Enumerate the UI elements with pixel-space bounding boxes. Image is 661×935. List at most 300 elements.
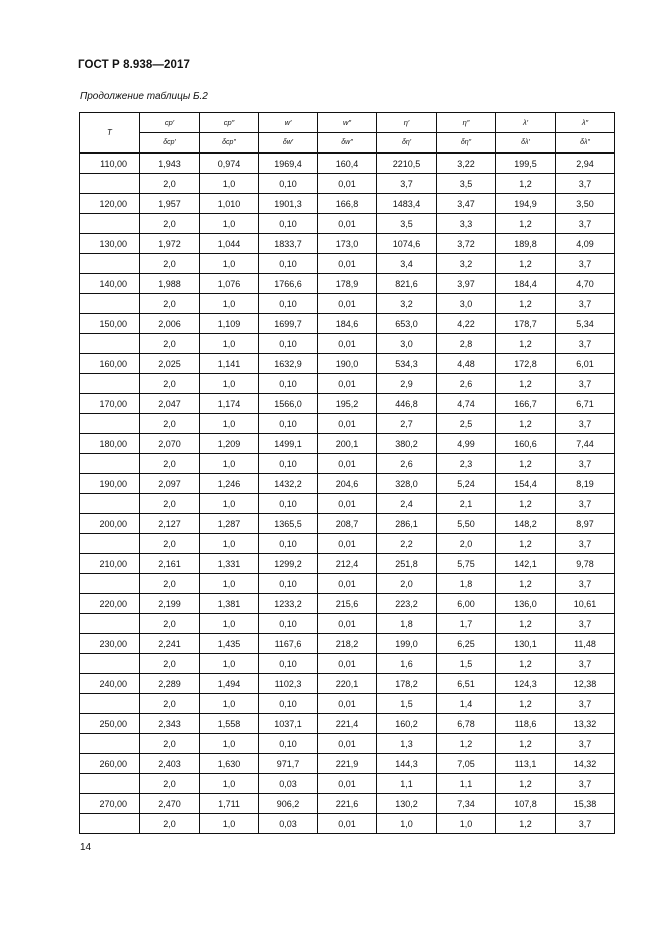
value-cell: 2,6 [437,374,496,394]
value-cell: 1,287 [200,514,259,534]
value-cell: 1,2 [496,694,556,714]
table-row [80,394,615,414]
temperature-cell: 230,00 [80,634,140,654]
value-cell: 2,097 [140,474,200,494]
value-cell: 2,2 [377,534,437,554]
value-cell: 2,0 [140,654,200,674]
value-cell: 3,0 [377,334,437,354]
value-cell: 178,7 [496,314,556,334]
value-cell: 1,246 [200,474,259,494]
value-cell: 178,9 [318,274,377,294]
value-cell: 1,381 [200,594,259,614]
table-row [80,634,615,654]
value-cell: 130,1 [496,634,556,654]
table-row [80,734,615,754]
value-cell: 1432,2 [259,474,318,494]
value-cell: 204,6 [318,474,377,494]
value-cell: 160,2 [377,714,437,734]
value-cell: 3,97 [437,274,496,294]
temperature-cell [80,174,140,194]
value-cell: 0,10 [259,454,318,474]
value-cell: 1,0 [200,614,259,634]
temperature-cell: 150,00 [80,314,140,334]
value-cell: 3,7 [556,294,615,314]
value-cell: 5,34 [556,314,615,334]
header-cell: λ″ [556,113,615,133]
value-cell: 3,7 [556,774,615,794]
value-cell: 2,7 [377,414,437,434]
value-cell: 124,3 [496,674,556,694]
header-cell: λ′ [496,113,556,133]
table-row [80,754,615,774]
header-cell: w′ [259,113,318,133]
value-cell: 3,7 [556,414,615,434]
value-cell: 221,6 [318,794,377,814]
table-header [80,113,615,154]
value-cell: 184,6 [318,314,377,334]
value-cell: 0,10 [259,254,318,274]
value-cell: 1,0 [200,254,259,274]
value-cell: 1,209 [200,434,259,454]
value-cell: 2,0 [437,534,496,554]
value-cell: 1,2 [496,494,556,514]
value-cell: 1,4 [437,694,496,714]
value-cell: 2,127 [140,514,200,534]
value-cell: 2,4 [377,494,437,514]
value-cell: 7,44 [556,434,615,454]
value-cell: 3,22 [437,153,496,174]
header-cell: cp″ [200,113,259,133]
table-row [80,474,615,494]
value-cell: 221,4 [318,714,377,734]
value-cell: 190,0 [318,354,377,374]
table-row [80,254,615,274]
value-cell: 1699,7 [259,314,318,334]
header-cell: η′ [377,113,437,133]
temperature-cell: 270,00 [80,794,140,814]
value-cell: 1,0 [200,494,259,514]
value-cell: 286,1 [377,514,437,534]
value-cell: 1,174 [200,394,259,414]
header-row-symbols [80,113,615,133]
value-cell: 2,006 [140,314,200,334]
value-cell: 3,7 [377,174,437,194]
temperature-cell [80,734,140,754]
value-cell: 154,4 [496,474,556,494]
value-cell: 5,24 [437,474,496,494]
value-cell: 251,8 [377,554,437,574]
value-cell: 4,48 [437,354,496,374]
value-cell: 1,957 [140,194,200,214]
value-cell: 1,972 [140,234,200,254]
temperature-cell [80,694,140,714]
value-cell: 1,1 [437,774,496,794]
value-cell: 0,01 [318,774,377,794]
value-cell: 3,2 [377,294,437,314]
value-cell: 1,943 [140,153,200,174]
value-cell: 1,8 [377,614,437,634]
value-cell: 200,1 [318,434,377,454]
value-cell: 3,7 [556,214,615,234]
value-cell: 1,2 [496,374,556,394]
value-cell: 7,05 [437,754,496,774]
value-cell: 1,2 [496,174,556,194]
temperature-cell: 260,00 [80,754,140,774]
value-cell: 160,4 [318,153,377,174]
value-cell: 0,10 [259,174,318,194]
value-cell: 2,0 [140,614,200,634]
value-cell: 2,0 [140,174,200,194]
table-row [80,534,615,554]
table-row [80,794,615,814]
value-cell: 166,8 [318,194,377,214]
value-cell: 3,3 [437,214,496,234]
value-cell: 534,3 [377,354,437,374]
value-cell: 148,2 [496,514,556,534]
value-cell: 1632,9 [259,354,318,374]
value-cell: 2,0 [140,694,200,714]
value-cell: 142,1 [496,554,556,574]
value-cell: 2,343 [140,714,200,734]
table-row [80,574,615,594]
value-cell: 0,01 [318,734,377,754]
value-cell: 0,10 [259,694,318,714]
temperature-cell [80,374,140,394]
header-cell: δη″ [437,133,496,154]
value-cell: 1,0 [200,574,259,594]
value-cell: 1,2 [496,254,556,274]
value-cell: 3,7 [556,574,615,594]
value-cell: 178,2 [377,674,437,694]
table-row [80,194,615,214]
value-cell: 3,7 [556,534,615,554]
value-cell: 0,10 [259,374,318,394]
value-cell: 2,0 [140,574,200,594]
header-cell: cp′ [140,113,200,133]
value-cell: 1,6 [377,654,437,674]
header-cell: δλ′ [496,133,556,154]
value-cell: 1,435 [200,634,259,654]
value-cell: 3,7 [556,254,615,274]
value-cell: 0,01 [318,374,377,394]
value-cell: 10,61 [556,594,615,614]
value-cell: 0,01 [318,334,377,354]
temperature-cell [80,254,140,274]
value-cell: 1,2 [496,574,556,594]
temperature-cell: 140,00 [80,274,140,294]
value-cell: 1037,1 [259,714,318,734]
table-row [80,674,615,694]
table-row [80,774,615,794]
value-cell: 1,2 [496,654,556,674]
value-cell: 1499,1 [259,434,318,454]
value-cell: 1901,3 [259,194,318,214]
temperature-cell: 210,00 [80,554,140,574]
header-cell: η″ [437,113,496,133]
value-cell: 1,1 [377,774,437,794]
value-cell: 2,403 [140,754,200,774]
table-body [80,153,615,834]
table-row [80,454,615,474]
value-cell: 136,0 [496,594,556,614]
value-cell: 0,01 [318,414,377,434]
value-cell: 0,10 [259,334,318,354]
value-cell: 3,7 [556,174,615,194]
table-row [80,554,615,574]
page-number: 14 [80,842,92,853]
value-cell: 1,0 [200,294,259,314]
value-cell: 0,01 [318,454,377,474]
table-row [80,174,615,194]
value-cell: 1299,2 [259,554,318,574]
table-row [80,214,615,234]
value-cell: 3,7 [556,614,615,634]
value-cell: 0,03 [259,774,318,794]
value-cell: 2,241 [140,634,200,654]
value-cell: 0,01 [318,654,377,674]
temperature-cell: 220,00 [80,594,140,614]
value-cell: 0,10 [259,574,318,594]
temperature-cell [80,614,140,634]
temperature-cell [80,574,140,594]
value-cell: 1365,5 [259,514,318,534]
value-cell: 2,199 [140,594,200,614]
value-cell: 1,5 [377,694,437,714]
value-cell: 0,01 [318,494,377,514]
value-cell: 1,2 [496,734,556,754]
value-cell: 13,32 [556,714,615,734]
table-row [80,594,615,614]
value-cell: 1,010 [200,194,259,214]
value-cell: 0,10 [259,214,318,234]
value-cell: 3,7 [556,814,615,834]
value-cell: 0,10 [259,654,318,674]
header-row-uncertainties [80,133,615,154]
temperature-cell: 250,00 [80,714,140,734]
value-cell: 6,71 [556,394,615,414]
value-cell: 2,0 [140,294,200,314]
value-cell: 1,0 [200,374,259,394]
value-cell: 1,988 [140,274,200,294]
value-cell: 4,74 [437,394,496,414]
value-cell: 1,0 [200,654,259,674]
value-cell: 6,51 [437,674,496,694]
header-cell: δw″ [318,133,377,154]
value-cell: 2,0 [140,374,200,394]
value-cell: 2,0 [140,734,200,754]
value-cell: 12,38 [556,674,615,694]
data-table [79,112,615,834]
value-cell: 1,0 [200,774,259,794]
value-cell: 1,5 [437,654,496,674]
value-cell: 2,6 [377,454,437,474]
value-cell: 3,4 [377,254,437,274]
value-cell: 0,10 [259,614,318,634]
value-cell: 2210,5 [377,153,437,174]
table-row [80,434,615,454]
value-cell: 1,494 [200,674,259,694]
value-cell: 3,0 [437,294,496,314]
value-cell: 8,97 [556,514,615,534]
value-cell: 2,5 [437,414,496,434]
value-cell: 0,01 [318,614,377,634]
temperature-cell [80,654,140,674]
value-cell: 2,0 [140,454,200,474]
value-cell: 1,711 [200,794,259,814]
value-cell: 2,047 [140,394,200,414]
value-cell: 1,2 [496,454,556,474]
value-cell: 0,10 [259,734,318,754]
value-cell: 4,22 [437,314,496,334]
value-cell: 0,10 [259,494,318,514]
table-row [80,814,615,834]
value-cell: 1,2 [496,334,556,354]
value-cell: 1,2 [496,534,556,554]
table-row [80,314,615,334]
table-row [80,234,615,254]
header-cell: δw′ [259,133,318,154]
value-cell: 0,01 [318,294,377,314]
temperature-cell [80,774,140,794]
value-cell: 328,0 [377,474,437,494]
value-cell: 1102,3 [259,674,318,694]
value-cell: 2,3 [437,454,496,474]
value-cell: 184,4 [496,274,556,294]
value-cell: 2,289 [140,674,200,694]
table-row [80,374,615,394]
value-cell: 189,8 [496,234,556,254]
value-cell: 1,2 [437,734,496,754]
value-cell: 1969,4 [259,153,318,174]
value-cell: 2,025 [140,354,200,374]
value-cell: 173,0 [318,234,377,254]
value-cell: 906,2 [259,794,318,814]
value-cell: 144,3 [377,754,437,774]
document-header: ГОСТ Р 8.938—2017 [78,59,190,71]
table-row [80,614,615,634]
value-cell: 1,0 [200,174,259,194]
value-cell: 1,2 [496,774,556,794]
value-cell: 4,09 [556,234,615,254]
value-cell: 166,7 [496,394,556,414]
value-cell: 3,50 [556,194,615,214]
temperature-cell: 190,00 [80,474,140,494]
value-cell: 6,78 [437,714,496,734]
temperature-cell [80,494,140,514]
temperature-cell: 120,00 [80,194,140,214]
value-cell: 1,076 [200,274,259,294]
value-cell: 11,48 [556,634,615,654]
header-t: T [80,113,140,154]
value-cell: 199,0 [377,634,437,654]
value-cell: 3,5 [377,214,437,234]
value-cell: 1,0 [200,414,259,434]
value-cell: 1,331 [200,554,259,574]
value-cell: 4,70 [556,274,615,294]
value-cell: 1,0 [377,814,437,834]
value-cell: 3,2 [437,254,496,274]
value-cell: 1,2 [496,414,556,434]
value-cell: 2,070 [140,434,200,454]
value-cell: 2,94 [556,153,615,174]
value-cell: 212,4 [318,554,377,574]
value-cell: 1766,6 [259,274,318,294]
value-cell: 1,0 [200,334,259,354]
temperature-cell: 160,00 [80,354,140,374]
temperature-cell [80,294,140,314]
value-cell: 2,8 [437,334,496,354]
value-cell: 1167,6 [259,634,318,654]
value-cell: 1,0 [437,814,496,834]
value-cell: 1566,0 [259,394,318,414]
temperature-cell: 200,00 [80,514,140,534]
value-cell: 3,7 [556,494,615,514]
value-cell: 1,109 [200,314,259,334]
value-cell: 1,2 [496,614,556,634]
table-row [80,274,615,294]
value-cell: 1233,2 [259,594,318,614]
value-cell: 1074,6 [377,234,437,254]
value-cell: 3,72 [437,234,496,254]
temperature-cell: 110,00 [80,153,140,174]
temperature-cell [80,214,140,234]
value-cell: 2,470 [140,794,200,814]
value-cell: 2,0 [140,494,200,514]
value-cell: 3,7 [556,694,615,714]
value-cell: 1833,7 [259,234,318,254]
table-row [80,694,615,714]
value-cell: 0,10 [259,414,318,434]
table-row [80,414,615,434]
value-cell: 2,0 [140,534,200,554]
value-cell: 653,0 [377,314,437,334]
table-row [80,153,615,174]
value-cell: 3,7 [556,334,615,354]
value-cell: 2,0 [377,574,437,594]
value-cell: 1,0 [200,454,259,474]
temperature-cell: 130,00 [80,234,140,254]
value-cell: 380,2 [377,434,437,454]
value-cell: 0,01 [318,694,377,714]
value-cell: 446,8 [377,394,437,414]
value-cell: 130,2 [377,794,437,814]
value-cell: 1,0 [200,814,259,834]
value-cell: 2,0 [140,774,200,794]
table-row [80,514,615,534]
header-cell: δcp′ [140,133,200,154]
temperature-cell [80,414,140,434]
value-cell: 215,6 [318,594,377,614]
value-cell: 194,9 [496,194,556,214]
value-cell: 7,34 [437,794,496,814]
value-cell: 113,1 [496,754,556,774]
header-cell: δcp″ [200,133,259,154]
table-row [80,334,615,354]
value-cell: 2,0 [140,254,200,274]
table-caption: Продолжение таблицы Б.2 [80,91,208,102]
value-cell: 2,161 [140,554,200,574]
value-cell: 0,01 [318,214,377,234]
value-cell: 1,558 [200,714,259,734]
value-cell: 0,974 [200,153,259,174]
value-cell: 2,1 [437,494,496,514]
value-cell: 3,7 [556,374,615,394]
value-cell: 199,5 [496,153,556,174]
value-cell: 0,01 [318,534,377,554]
value-cell: 220,1 [318,674,377,694]
value-cell: 14,32 [556,754,615,774]
value-cell: 1,0 [200,214,259,234]
